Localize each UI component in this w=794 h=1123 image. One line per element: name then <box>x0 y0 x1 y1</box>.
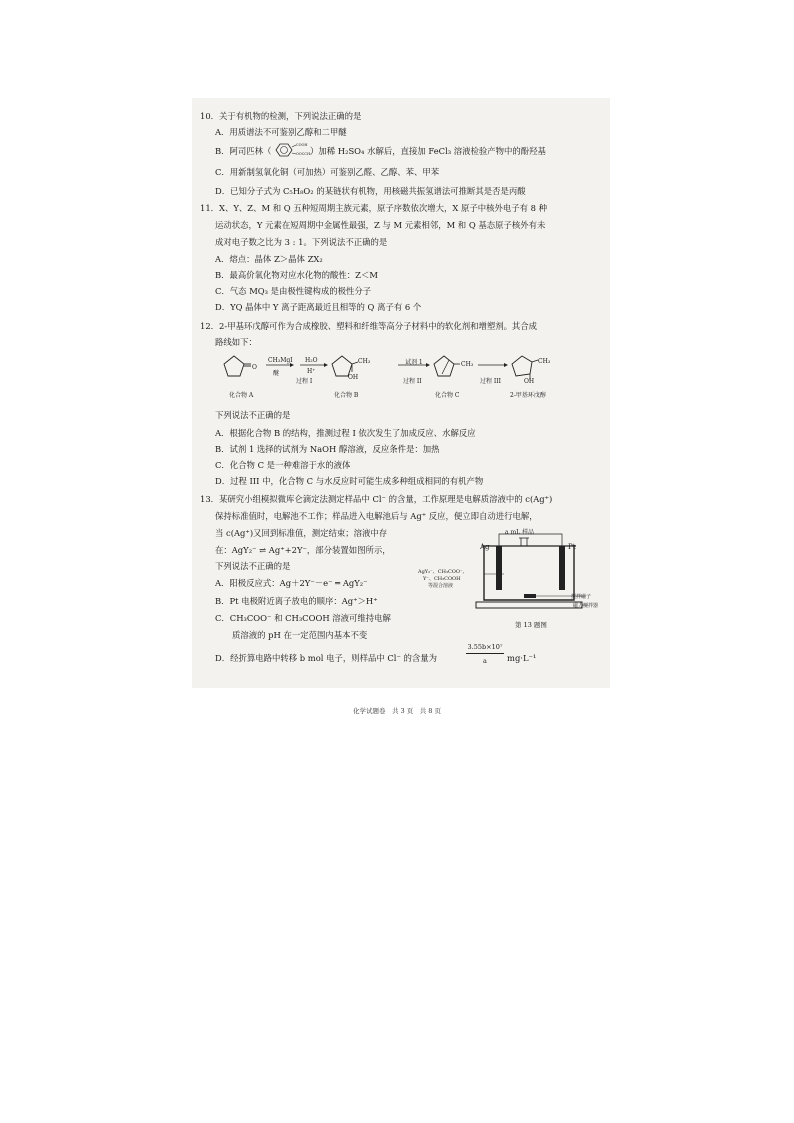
scheme-compound-a: 化合物 A <box>229 392 254 399</box>
scheme-reagent3-top: 试剂 1 <box>405 359 423 366</box>
q12-ask: 下列说法不正确的是 <box>215 410 291 420</box>
scheme-reagent2-bottom: H⁺ <box>307 368 316 375</box>
q11-stem-line1: 11．X、Y、Z、M 和 Q 五种短周期主族元素，原子序数依次增大，X 原子中核外电子有 8 种 <box>200 203 548 213</box>
q11-option-c: C．气态 MQ₃ 是由极性键构成的极性分子 <box>215 286 372 296</box>
q13-d-numerator: 3.55b×10⁷ <box>467 643 503 651</box>
q13-stem-line1: 13．某研究小组模拟微库仑滴定法测定样品中 Cl⁻ 的含量，工作原理是电解质溶液中的 c(Ag⁺) <box>200 494 553 504</box>
figure-sample-label: a mL 样品 <box>505 529 535 536</box>
scheme-product-oh: OH <box>524 378 535 385</box>
q12-option-c: C．化合物 C 是一种难溶于水的液体 <box>215 460 351 470</box>
scheme-step3: 过程 III <box>480 378 502 385</box>
q13-option-c-line1: C．CH₃COO⁻ 和 CH₃COOH 溶液可维持电解 <box>215 613 391 623</box>
q11-option-a: A．熔点：晶体 Z＞晶体 ZX₂ <box>215 254 323 264</box>
scheme-product-ch3: CH₃ <box>538 358 551 365</box>
figure-stir-bar-label: 搅拌磁子 <box>571 594 592 600</box>
q13-stem-line3: 当 c(Ag⁺)又回到标准值，测定结束；溶液中存 <box>215 528 388 538</box>
q13-stem-line4: 在：AgY₂⁻ ⇌ Ag⁺+2Y⁻，部分装置如图所示， <box>215 545 391 555</box>
q13-option-a: A．阳极反应式：Ag＋2Y⁻－e⁻ ═ AgY₂⁻ <box>215 578 368 588</box>
scheme-reagent1-top: CH₃MgI <box>268 357 293 364</box>
scheme-product: 2-甲基环戊醇 <box>510 392 546 399</box>
q11-option-b: B．最高价氧化物对应水化物的酸性：Z＜M <box>215 270 378 280</box>
q10-option-c: C．用新制氢氧化铜（可加热）可鉴别乙醛、乙醇、苯、甲苯 <box>215 167 440 177</box>
figure-caption: 第 13 题图 <box>515 621 547 629</box>
q13-stem-line2: 保持标准值时，电解池不工作；样品进入电解池后与 Ag⁺ 反应，便立即自动进行电解， <box>215 511 538 521</box>
figure-stirrer-label: 磁力搅拌器 <box>573 603 599 609</box>
svg-text:COOH: COOH <box>296 143 308 147</box>
q12-option-a: A．根据化合物 B 的结构，推测过程 I 依次发生了加成反应、水解反应 <box>215 428 476 438</box>
scheme-b-oh: OH <box>348 374 359 381</box>
q12-stem-line1: 12．2-甲基环戊醇可作为合成橡胶、塑料和纤维等高分子材料中的软化剂和增塑剂。其合成 <box>200 321 538 331</box>
q12-option-b: B．试剂 1 选择的试剂为 NaOH 醇溶液，反应条件是：加热 <box>215 444 440 454</box>
scheme-compound-c: 化合物 C <box>435 392 460 399</box>
figure-solution-line1: AgY₂⁻、CH₃COO⁻、 <box>418 569 468 575</box>
q13-ask: 下列说法不正确的是 <box>215 561 291 571</box>
scheme-step1: 过程 I <box>296 378 313 385</box>
q10-stem: 10．关于有机物的检测，下列说法正确的是 <box>200 111 362 121</box>
svg-text:OOCCH₃: OOCCH₃ <box>296 152 312 156</box>
scheme-step2: 过程 II <box>403 378 422 385</box>
scheme-o-label: O <box>252 364 257 371</box>
figure-pt-label: Pt <box>568 543 576 551</box>
q10-option-a: A．用质谱法不可鉴别乙醇和二甲醚 <box>215 127 347 137</box>
q10-option-b-post: ）加稀 H₂SO₄ 水解后，直接加 FeCl₃ 溶液检验产物中的酚羟基 <box>310 146 546 156</box>
q13-option-c-line2: 质溶液的 pH 在一定范围内基本不变 <box>232 630 368 640</box>
q13-option-d-pre: D．经折算电路中转移 b mol 电子，则样品中 Cl⁻ 的含量为 <box>215 653 438 663</box>
scheme-reagent1-bottom: 醚 <box>273 370 280 377</box>
q12-option-d: D．过程 III 中，化合物 C 与水反应时可能生成多种组成相同的有机产物 <box>215 476 484 486</box>
scheme-compound-b: 化合物 B <box>334 392 359 399</box>
scheme-c-ch3: CH₃ <box>461 361 474 368</box>
q11-stem-line2: 运动状态，Y 元素在短周期中金属性最强，Z 与 M 元素相邻，M 和 Q 基态原子核外有未 <box>215 220 546 230</box>
q12-stem-line2: 路线如下： <box>215 337 257 347</box>
q13-d-unit: mg·L⁻¹ <box>507 653 537 663</box>
q10-option-b-pre: B．阿司匹林（ <box>215 146 272 156</box>
q11-stem-line3: 成对电子数之比为 3 : 1。下列说法不正确的是 <box>215 237 388 247</box>
aspirin-structure <box>272 142 312 158</box>
figure-solution-line2: Y⁻、CH₃COOH <box>423 576 461 582</box>
fraction-bar <box>466 653 504 654</box>
scheme-b-ch3: CH₃ <box>358 358 371 365</box>
q11-option-d: D．YQ 晶体中 Y 离子距离最近且相等的 Q 离子有 6 个 <box>215 302 422 312</box>
q13-option-b: B．Pt 电极附近离子放电的顺序：Ag⁺＞H⁺ <box>215 596 378 606</box>
figure-solution-line3: 等混合溶液 <box>428 583 454 589</box>
q13-d-denominator: a <box>483 657 487 665</box>
figure-ag-label: Ag <box>480 543 490 551</box>
scheme-reagent2-top: H₂O <box>305 357 318 364</box>
q10-option-d: D．已知分子式为 C₅H₈O₂ 的某链状有机物，用核磁共振氢谱法可推断其是否是丙酸 <box>215 186 526 196</box>
page-footer: 化学试题卷 共 3 页 共 8 页 <box>352 707 442 715</box>
